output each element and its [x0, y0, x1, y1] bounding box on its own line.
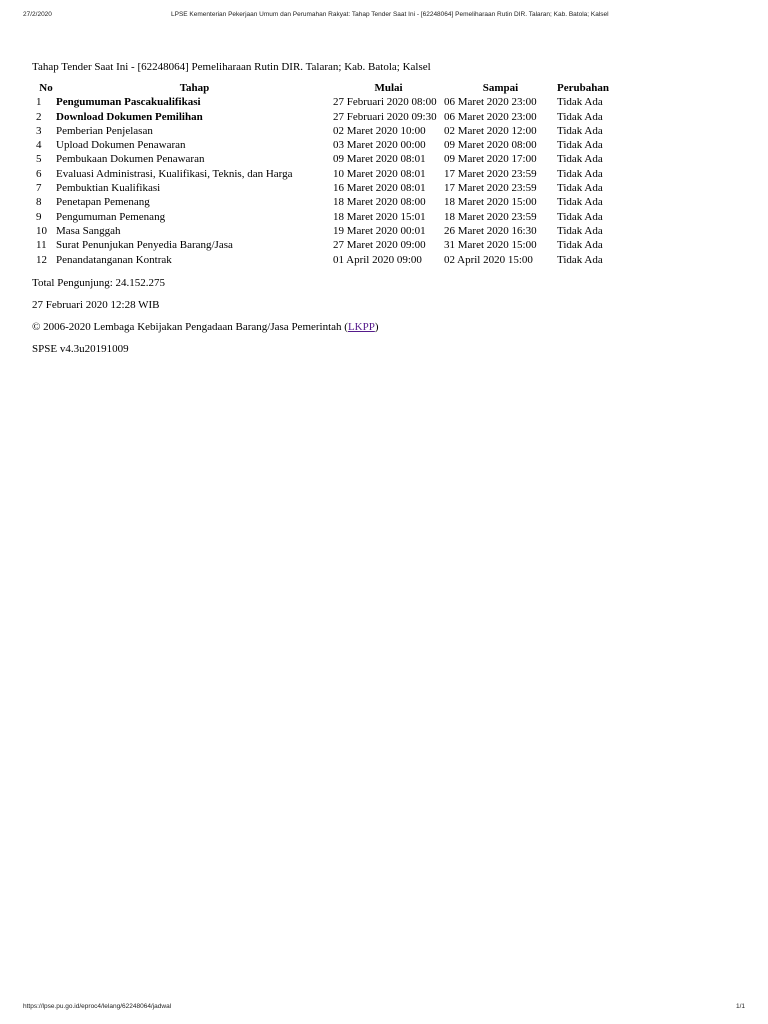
visitor-count: Total Pengunjung: 24.152.275	[32, 276, 166, 289]
cell-no: 3	[36, 124, 42, 137]
cell-mulai: 02 Maret 2020 10:00	[333, 124, 426, 137]
cell-tahap: Surat Penunjukan Penyedia Barang/Jasa	[56, 239, 233, 252]
header-sampai: Sampai	[482, 82, 519, 94]
cell-tahap: Penandatanganan Kontrak	[56, 253, 172, 266]
cell-sampai: 06 Maret 2020 23:00	[444, 96, 537, 109]
cell-sampai: 31 Maret 2020 15:00	[444, 239, 537, 252]
copyright-suffix: )	[374, 320, 379, 333]
cell-no: 9	[36, 210, 42, 223]
cell-no: 7	[36, 182, 42, 195]
cell-mulai: 09 Maret 2020 08:01	[333, 153, 426, 166]
cell-no: 11	[36, 239, 47, 252]
cell-tahap: Pembukaan Dokumen Penawaran	[56, 153, 205, 166]
cell-sampai: 26 Maret 2020 16:30	[444, 224, 537, 237]
app-version: SPSE v4.3u20191009	[32, 342, 129, 355]
cell-sampai: 02 April 2020 15:00	[444, 253, 533, 266]
cell-perubahan: Tidak Ada	[557, 124, 603, 137]
table-row	[36, 181, 617, 195]
table-row	[36, 195, 617, 209]
table-row	[36, 95, 617, 109]
cell-no: 4	[36, 139, 42, 152]
header-mulai: Mulai	[374, 82, 403, 94]
print-url: https://lpse.pu.go.id/eproc4/lelang/62248064/jadwal	[23, 1003, 172, 1010]
cell-tahap: Evaluasi Administrasi, Kualifikasi, Teknis, dan Harga	[56, 167, 293, 180]
table-row	[36, 152, 617, 166]
cell-mulai: 16 Maret 2020 08:01	[333, 182, 426, 195]
table-row	[36, 238, 617, 252]
cell-sampai: 09 Maret 2020 17:00	[444, 153, 537, 166]
cell-sampai: 09 Maret 2020 08:00	[444, 139, 537, 152]
cell-mulai: 27 Februari 2020 08:00	[333, 96, 437, 109]
cell-perubahan: Tidak Ada	[557, 253, 603, 266]
cell-perubahan: Tidak Ada	[557, 182, 603, 195]
print-page-title: LPSE Kementerian Pekerjaan Umum dan Perumahan Rakyat: Tahap Tender Saat Ini - [62248064] Pemeliharaan Rutin DIR. Talaran; Kab. Batola; Kalsel	[171, 11, 609, 18]
cell-perubahan: Tidak Ada	[557, 210, 603, 223]
cell-mulai: 18 Maret 2020 08:00	[333, 196, 426, 209]
table-row	[36, 167, 617, 181]
table-row	[36, 224, 617, 238]
cell-sampai: 02 Maret 2020 12:00	[444, 124, 537, 137]
cell-sampai: 18 Maret 2020 23:59	[444, 210, 537, 223]
cell-no: 6	[36, 167, 42, 180]
copyright	[32, 320, 732, 334]
cell-sampai: 17 Maret 2020 23:59	[444, 182, 537, 195]
cell-tahap: Pemberian Penjelasan	[56, 124, 153, 137]
main-content	[32, 60, 732, 356]
cell-perubahan: Tidak Ada	[557, 96, 603, 109]
cell-tahap: Pengumuman Pascakualifikasi	[56, 96, 201, 109]
cell-sampai: 17 Maret 2020 23:59	[444, 167, 537, 180]
table-row	[36, 110, 617, 124]
cell-no: 2	[36, 110, 42, 123]
cell-tahap: Pembuktian Kualifikasi	[56, 182, 161, 195]
cell-perubahan: Tidak Ada	[557, 196, 603, 209]
cell-mulai: 27 Februari 2020 09:30	[333, 110, 437, 123]
cell-mulai: 18 Maret 2020 15:01	[333, 210, 426, 223]
header-perubahan: Perubahan	[557, 82, 609, 94]
cell-tahap: Pengumuman Pemenang	[56, 210, 166, 223]
cell-perubahan: Tidak Ada	[557, 224, 603, 237]
cell-no: 1	[36, 96, 42, 109]
table-row	[36, 253, 617, 267]
cell-no: 8	[36, 196, 42, 209]
cell-perubahan: Tidak Ada	[557, 239, 603, 252]
cell-tahap: Masa Sanggah	[56, 224, 121, 237]
table-row	[36, 210, 617, 224]
table-row	[36, 124, 617, 138]
footer-info	[32, 276, 732, 356]
header-no: No	[39, 82, 53, 94]
cell-mulai: 19 Maret 2020 00:01	[333, 224, 426, 237]
cell-tahap: Penetapan Pemenang	[56, 196, 150, 209]
cell-tahap: Download Dokumen Pemilihan	[56, 110, 203, 123]
cell-no: 5	[36, 153, 42, 166]
cell-no: 10	[36, 224, 47, 237]
cell-perubahan: Tidak Ada	[557, 153, 603, 166]
header-tahap: Tahap	[179, 82, 210, 94]
cell-mulai: 27 Maret 2020 09:00	[333, 239, 426, 252]
table-row	[36, 138, 617, 152]
cell-mulai: 03 Maret 2020 00:00	[333, 139, 426, 152]
lkpp-link[interactable]: LKPP	[347, 320, 375, 333]
cell-perubahan: Tidak Ada	[557, 167, 603, 180]
schedule-table	[36, 81, 617, 267]
cell-mulai: 10 Maret 2020 08:01	[333, 167, 426, 180]
cell-no: 12	[36, 253, 47, 266]
print-date: 27/2/2020	[23, 11, 52, 18]
cell-perubahan: Tidak Ada	[557, 110, 603, 123]
print-page-number: 1/1	[735, 1003, 745, 1010]
cell-sampai: 06 Maret 2020 23:00	[444, 110, 537, 123]
current-datetime: 27 Februari 2020 12:28 WIB	[32, 298, 160, 311]
copyright-prefix: © 2006-2020 Lembaga Kebijakan Pengadaan Barang/Jasa Pemerintah (	[32, 320, 348, 333]
cell-mulai: 01 April 2020 09:00	[333, 253, 422, 266]
cell-perubahan: Tidak Ada	[557, 139, 603, 152]
cell-tahap: Upload Dokumen Penawaran	[56, 139, 186, 152]
table-header-row	[36, 81, 617, 95]
cell-sampai: 18 Maret 2020 15:00	[444, 196, 537, 209]
page-title: Tahap Tender Saat Ini - [62248064] Pemeliharaan Rutin DIR. Talaran; Kab. Batola; Kalsel	[32, 61, 431, 73]
